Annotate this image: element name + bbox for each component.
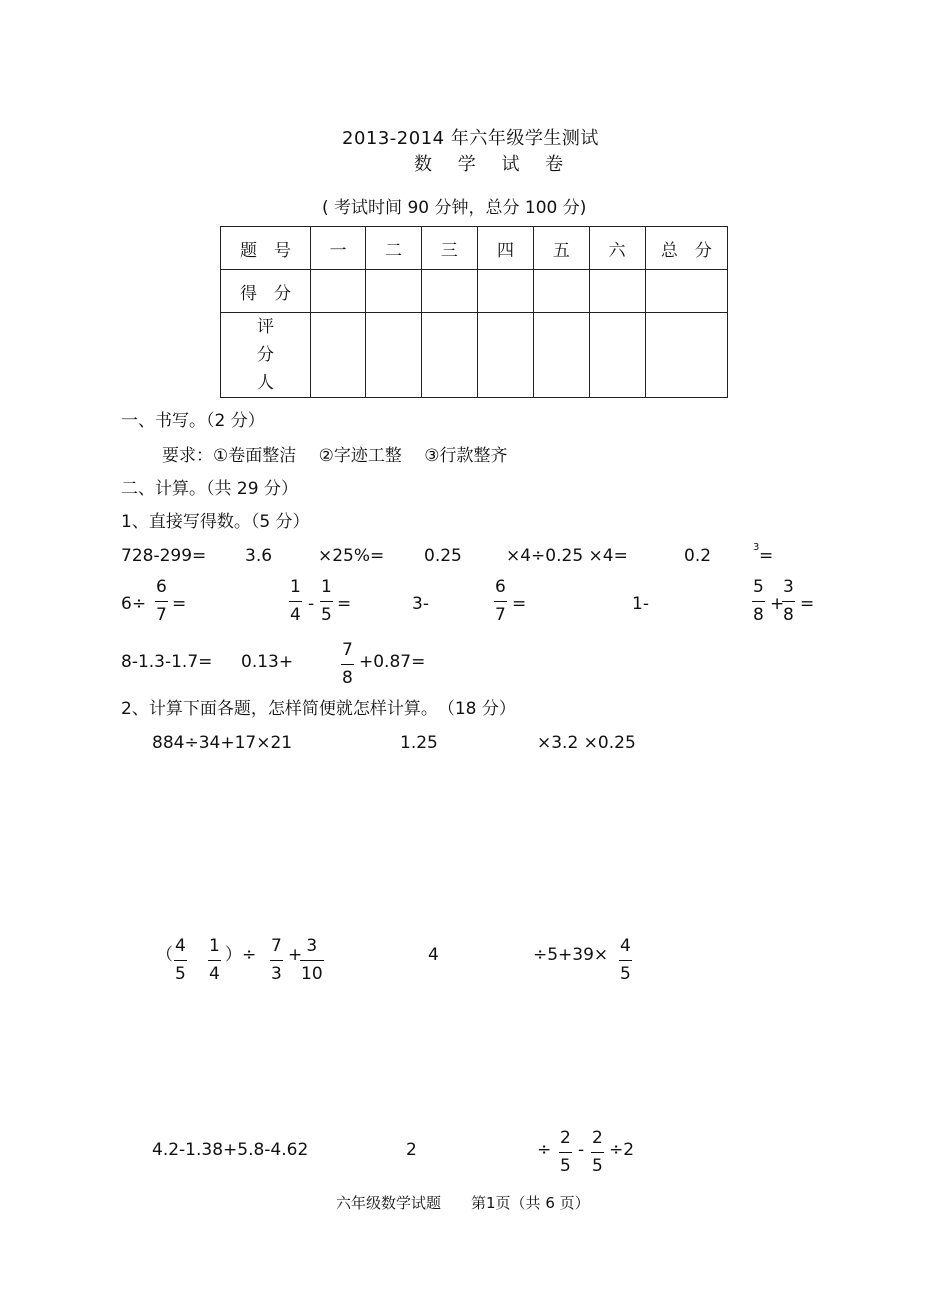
numerator: 7 xyxy=(271,936,282,956)
denominator: 8 xyxy=(753,605,764,625)
denominator: 3 xyxy=(271,964,282,984)
numerator: 7 xyxy=(342,640,353,660)
denominator: 5 xyxy=(620,964,631,984)
fraction-bar xyxy=(208,960,221,961)
section-2-title: 二、计算。（共 29 分） xyxy=(121,479,298,499)
numerator: 2 xyxy=(560,1128,571,1148)
fraction-bar xyxy=(155,601,168,602)
exam-info: ( 考试时间 90 分钟，总分 100 分) xyxy=(322,198,587,218)
q1-exponent: 3 xyxy=(753,542,760,553)
section-1-title: 一、书写。（2 分） xyxy=(121,411,265,431)
numerator: 3 xyxy=(306,936,318,956)
numerator: 2 xyxy=(592,1128,603,1148)
q2-problem: ÷5+39× xyxy=(533,945,609,965)
denominator: 5 xyxy=(321,605,332,625)
score-table-header-cell: 二 xyxy=(366,227,421,270)
grader-cell xyxy=(589,313,645,398)
fraction xyxy=(270,938,283,983)
q1-operator: - xyxy=(308,594,315,614)
grader-cell xyxy=(310,313,365,398)
fraction-bar xyxy=(619,960,632,961)
q1-item: 0.13+ xyxy=(241,652,294,672)
q1-item: +0.87= xyxy=(359,652,426,672)
grader-cell xyxy=(366,313,421,398)
score-cell xyxy=(589,270,645,313)
fraction xyxy=(619,938,632,983)
denominator: 5 xyxy=(175,964,186,984)
fraction-bar xyxy=(341,664,354,665)
fraction xyxy=(494,579,507,624)
q1-item: ×25%= xyxy=(318,546,385,566)
q1-item: 0.2 xyxy=(684,546,712,566)
q2-problem: 4 xyxy=(428,945,439,965)
q1-operator: + xyxy=(770,594,785,614)
fraction xyxy=(208,938,221,983)
q1-equals: = xyxy=(512,594,527,614)
fraction-bar xyxy=(300,960,324,961)
fraction xyxy=(752,579,765,624)
score-cell xyxy=(645,270,727,313)
q2-problem: ×3.2 ×0.25 xyxy=(537,733,636,753)
grader-label-char: 评 xyxy=(256,317,274,337)
score-table-grader-row xyxy=(221,313,728,398)
q1-item: 1- xyxy=(632,594,649,614)
numerator: 1 xyxy=(209,936,220,956)
numerator: 5 xyxy=(753,577,764,597)
grader-label-char: 分 xyxy=(256,345,274,365)
question-2-title: 2、计算下面各题，怎样简便就怎样计算。 （18 分） xyxy=(121,699,516,719)
denominator: 5 xyxy=(560,1156,571,1176)
denominator: 4 xyxy=(209,964,220,984)
grader-cell xyxy=(534,313,589,398)
q1-item: 8-1.3-1.7= xyxy=(121,652,213,672)
grader-label-char: 人 xyxy=(256,373,274,393)
fraction-bar xyxy=(494,601,507,602)
q1-equals: = xyxy=(337,594,352,614)
q1-item: 6÷ xyxy=(121,594,147,614)
fraction-bar xyxy=(270,960,283,961)
q1-item: 0.25 xyxy=(424,546,462,566)
grader-cell xyxy=(645,313,727,398)
q2-problem: 2 xyxy=(406,1140,417,1160)
q1-item: 3.6 xyxy=(245,546,273,566)
score-row-label: 得 分 xyxy=(221,270,311,313)
score-table-score-row xyxy=(221,270,728,313)
score-table-header-cell: 三 xyxy=(421,227,477,270)
denominator: 8 xyxy=(783,605,794,625)
q2-operator: ÷ xyxy=(537,1140,552,1160)
denominator: 7 xyxy=(156,605,167,625)
fraction xyxy=(174,938,187,983)
q2-problem: ÷2 xyxy=(609,1140,635,1160)
numerator: 4 xyxy=(175,936,186,956)
q2-operator: + xyxy=(288,945,303,965)
section-1-requirements: 要求：①卷面整洁 ②字迹工整 ③行款整齐 xyxy=(162,446,508,466)
q1-equals: = xyxy=(172,594,187,614)
exam-subtitle: 数 学 试 卷 xyxy=(414,154,574,175)
fraction xyxy=(591,1130,604,1175)
score-cell xyxy=(421,270,477,313)
fraction xyxy=(559,1130,572,1175)
fraction xyxy=(155,579,168,624)
q2-paren: ）÷ xyxy=(225,945,257,965)
q2-paren: （ xyxy=(156,945,173,965)
fraction xyxy=(782,579,795,624)
q2-problem: 884÷34+17×21 xyxy=(152,733,293,753)
score-table-header-cell: 六 xyxy=(589,227,645,270)
numerator: 1 xyxy=(321,577,332,597)
fraction-bar xyxy=(782,601,795,602)
fraction xyxy=(289,579,302,624)
score-cell xyxy=(366,270,421,313)
exam-title: 2013-2014 年六年级学生测试 xyxy=(342,128,599,149)
fraction-bar xyxy=(752,601,765,602)
numerator: 6 xyxy=(495,577,506,597)
denominator: 5 xyxy=(592,1156,603,1176)
fraction-bar xyxy=(320,601,333,602)
score-table-header-cell: 四 xyxy=(477,227,533,270)
grader-row-label xyxy=(221,313,311,398)
q1-equals: = xyxy=(800,594,815,614)
q1-item: 3- xyxy=(412,594,429,614)
fraction xyxy=(300,938,324,983)
score-table-header-cell: 总 分 xyxy=(645,227,727,270)
denominator: 7 xyxy=(495,605,506,625)
numerator: 6 xyxy=(156,577,167,597)
score-table-header-cell: 一 xyxy=(310,227,365,270)
denominator: 8 xyxy=(342,668,353,688)
question-1-title: 1、直接写得数。（5 分） xyxy=(121,512,310,532)
score-cell xyxy=(477,270,533,313)
q2-problem: 1.25 xyxy=(400,733,438,753)
grader-cell xyxy=(477,313,533,398)
q2-problem: 4.2-1.38+5.8-4.62 xyxy=(152,1140,309,1160)
fraction xyxy=(320,579,333,624)
fraction-bar xyxy=(591,1152,604,1153)
denominator: 4 xyxy=(290,605,301,625)
score-table-header-cell: 五 xyxy=(534,227,589,270)
numerator: 1 xyxy=(290,577,301,597)
score-table-header-cell: 题 号 xyxy=(221,227,311,270)
page-footer: 六年级数学试题 第1页（共 6 页） xyxy=(336,1194,590,1212)
fraction xyxy=(341,642,354,687)
numerator: 4 xyxy=(620,936,631,956)
q1-item: 728-299= xyxy=(121,546,207,566)
denominator: 10 xyxy=(301,964,323,984)
fraction-bar xyxy=(174,960,187,961)
score-cell xyxy=(534,270,589,313)
q1-item: ×4÷0.25 ×4= xyxy=(506,546,628,566)
score-table-header-row xyxy=(221,227,728,270)
grader-cell xyxy=(421,313,477,398)
numerator: 3 xyxy=(783,577,794,597)
fraction-bar xyxy=(289,601,302,602)
score-cell xyxy=(310,270,365,313)
q1-item: = xyxy=(759,546,774,566)
q2-operator: - xyxy=(578,1140,585,1160)
score-table xyxy=(220,226,728,398)
fraction-bar xyxy=(559,1152,572,1153)
